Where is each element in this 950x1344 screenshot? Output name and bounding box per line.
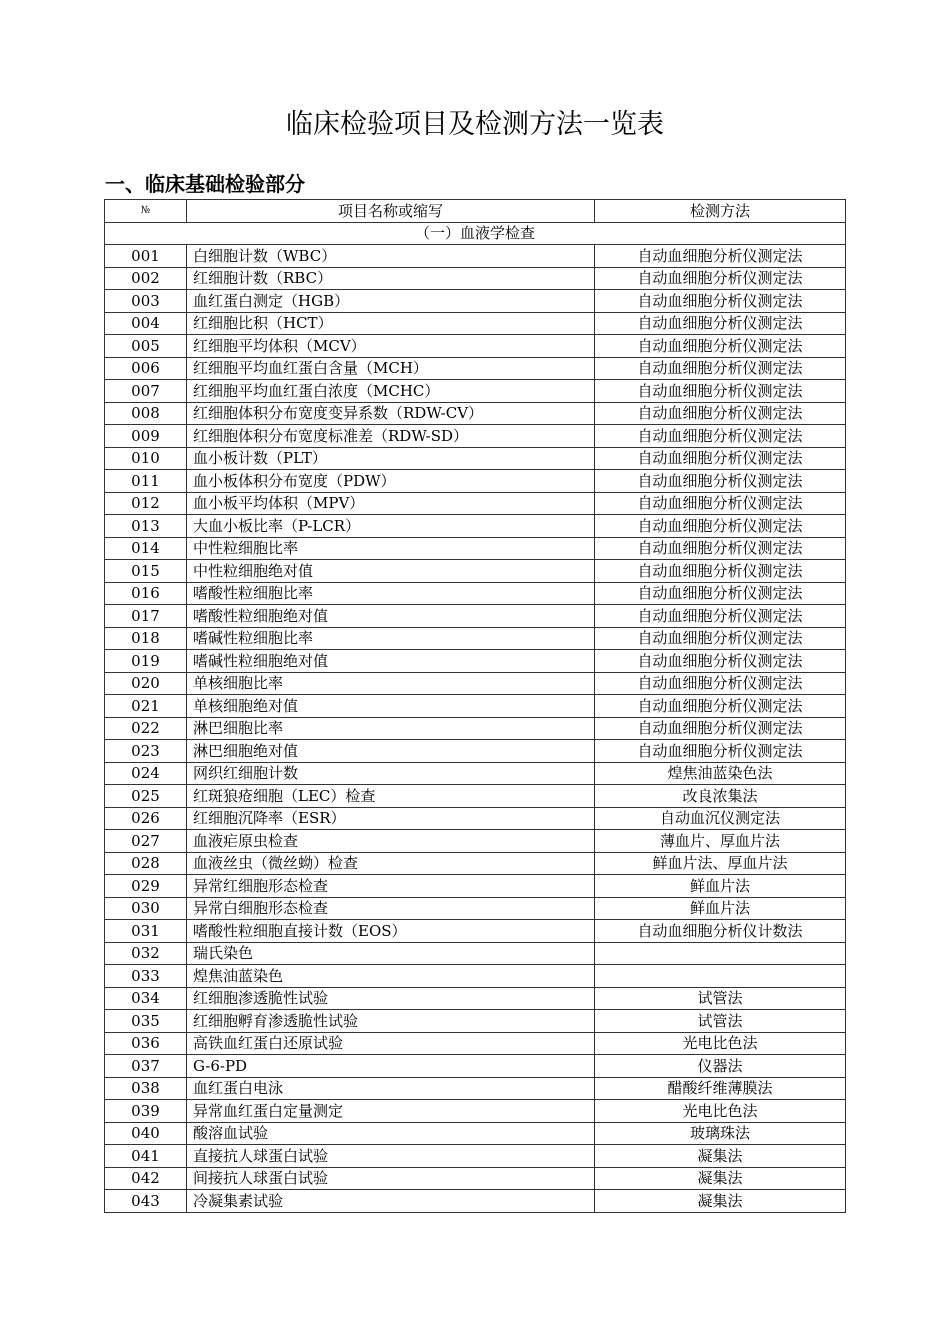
row-item-name: 嗜酸性粒细胞绝对值 [187, 605, 595, 628]
table-row [105, 852, 846, 875]
row-method: 自动血细胞分析仪测定法 [595, 447, 846, 470]
row-item-name: 大血小板比率（P-LCR） [187, 515, 595, 538]
row-item-name: 红细胞孵育渗透脆性试验 [187, 1010, 595, 1033]
row-number: 002 [105, 267, 187, 290]
row-number: 033 [105, 965, 187, 988]
row-item-name: 淋巴细胞比率 [187, 717, 595, 740]
row-item-name: 单核细胞比率 [187, 672, 595, 695]
row-number: 031 [105, 920, 187, 943]
row-number: 011 [105, 470, 187, 493]
row-number: 034 [105, 987, 187, 1010]
row-item-name: 中性粒细胞绝对值 [187, 560, 595, 583]
row-method: 自动血细胞分析仪测定法 [595, 402, 846, 425]
row-method: 自动血细胞分析仪测定法 [595, 605, 846, 628]
row-method: 仪器法 [595, 1055, 846, 1078]
row-item-name: 高铁血红蛋白还原试验 [187, 1032, 595, 1055]
row-item-name: 红细胞体积分布宽度标准差（RDW-SD） [187, 425, 595, 448]
row-method [595, 965, 846, 988]
group-label: （一）血液学检查 [105, 222, 846, 245]
row-number: 005 [105, 335, 187, 358]
row-method: 自动血细胞分析仪测定法 [595, 470, 846, 493]
row-item-name: 白细胞计数（WBC） [187, 245, 595, 268]
row-number: 016 [105, 582, 187, 605]
row-number: 014 [105, 537, 187, 560]
table-row [105, 1190, 846, 1213]
table-row [105, 762, 846, 785]
table-row [105, 717, 846, 740]
row-number: 024 [105, 762, 187, 785]
table-row [105, 380, 846, 403]
table-row [105, 1077, 846, 1100]
row-method: 自动血细胞分析仪测定法 [595, 312, 846, 335]
row-method: 光电比色法 [595, 1032, 846, 1055]
table-row [105, 335, 846, 358]
row-number: 038 [105, 1077, 187, 1100]
row-method: 自动血细胞分析仪测定法 [595, 672, 846, 695]
row-method: 试管法 [595, 1010, 846, 1033]
row-number: 009 [105, 425, 187, 448]
row-method: 自动血细胞分析仪测定法 [595, 650, 846, 673]
header-number: № [105, 200, 187, 223]
row-number: 028 [105, 852, 187, 875]
table-row [105, 920, 846, 943]
row-number: 023 [105, 740, 187, 763]
table-row [105, 1145, 846, 1168]
row-method: 自动血细胞分析仪测定法 [595, 335, 846, 358]
table-row [105, 695, 846, 718]
row-number: 007 [105, 380, 187, 403]
table-row [105, 1032, 846, 1055]
row-item-name: 血红蛋白测定（HGB） [187, 290, 595, 313]
row-method: 鲜血片法 [595, 875, 846, 898]
table-row [105, 830, 846, 853]
row-item-name: 冷凝集素试验 [187, 1190, 595, 1213]
table-row [105, 605, 846, 628]
row-method: 自动血细胞分析仪测定法 [595, 582, 846, 605]
table-row [105, 537, 846, 560]
table-row [105, 650, 846, 673]
row-number: 027 [105, 830, 187, 853]
row-method: 自动血细胞分析仪测定法 [595, 740, 846, 763]
row-number: 043 [105, 1190, 187, 1213]
row-item-name: 血液疟原虫检查 [187, 830, 595, 853]
header-method: 检测方法 [595, 200, 846, 223]
row-item-name: 中性粒细胞比率 [187, 537, 595, 560]
row-item-name: 嗜酸性粒细胞直接计数（EOS） [187, 920, 595, 943]
table-row [105, 470, 846, 493]
row-number: 030 [105, 897, 187, 920]
row-method: 自动血细胞分析仪测定法 [595, 267, 846, 290]
row-number: 041 [105, 1145, 187, 1168]
row-item-name: 红斑狼疮细胞（LEC）检查 [187, 785, 595, 808]
group-row [105, 222, 846, 245]
row-item-name: 异常红细胞形态检查 [187, 875, 595, 898]
table-row [105, 807, 846, 830]
row-number: 012 [105, 492, 187, 515]
row-item-name: 网织红细胞计数 [187, 762, 595, 785]
row-item-name: 红细胞平均血红蛋白含量（MCH） [187, 357, 595, 380]
table-row [105, 492, 846, 515]
row-number: 035 [105, 1010, 187, 1033]
row-method: 自动血细胞分析仪测定法 [595, 695, 846, 718]
row-item-name: 血液丝虫（微丝蚴）检查 [187, 852, 595, 875]
table-row [105, 672, 846, 695]
row-number: 004 [105, 312, 187, 335]
row-number: 013 [105, 515, 187, 538]
row-number: 006 [105, 357, 187, 380]
row-method [595, 942, 846, 965]
document-title: 临床检验项目及检测方法一览表 [286, 109, 664, 140]
row-method: 凝集法 [595, 1145, 846, 1168]
row-number: 039 [105, 1100, 187, 1123]
row-item-name: 红细胞计数（RBC） [187, 267, 595, 290]
row-item-name: 异常血红蛋白定量测定 [187, 1100, 595, 1123]
table-row [105, 1010, 846, 1033]
row-number: 010 [105, 447, 187, 470]
row-method: 自动血细胞分析仪测定法 [595, 380, 846, 403]
table-row [105, 897, 846, 920]
table-row [105, 1122, 846, 1145]
row-number: 040 [105, 1122, 187, 1145]
table-row [105, 312, 846, 335]
row-method: 自动血细胞分析仪测定法 [595, 717, 846, 740]
row-number: 018 [105, 627, 187, 650]
row-item-name: 红细胞体积分布宽度变异系数（RDW-CV） [187, 402, 595, 425]
row-item-name: 血小板计数（PLT） [187, 447, 595, 470]
row-method: 自动血细胞分析仪测定法 [595, 245, 846, 268]
row-number: 020 [105, 672, 187, 695]
row-number: 025 [105, 785, 187, 808]
table-row [105, 582, 846, 605]
row-method: 鲜血片法、厚血片法 [595, 852, 846, 875]
row-method: 自动血细胞分析仪测定法 [595, 357, 846, 380]
row-method: 光电比色法 [595, 1100, 846, 1123]
header-item-name: 项目名称或缩写 [187, 200, 595, 223]
row-number: 026 [105, 807, 187, 830]
row-item-name: 淋巴细胞绝对值 [187, 740, 595, 763]
table-row [105, 942, 846, 965]
table-row [105, 740, 846, 763]
row-number: 001 [105, 245, 187, 268]
table-row [105, 447, 846, 470]
row-method: 改良浓集法 [595, 785, 846, 808]
row-method: 玻璃珠法 [595, 1122, 846, 1145]
row-method: 自动血细胞分析仪测定法 [595, 290, 846, 313]
table-row [105, 357, 846, 380]
test-items-table [104, 199, 846, 1213]
row-method: 自动血细胞分析仪测定法 [595, 560, 846, 583]
row-method: 自动血细胞分析仪计数法 [595, 920, 846, 943]
row-item-name: 红细胞平均血红蛋白浓度（MCHC） [187, 380, 595, 403]
row-method: 自动血细胞分析仪测定法 [595, 537, 846, 560]
row-number: 019 [105, 650, 187, 673]
row-item-name: 红细胞比积（HCT） [187, 312, 595, 335]
row-item-name: 血小板平均体积（MPV） [187, 492, 595, 515]
row-item-name: G-6-PD [187, 1055, 595, 1078]
table-row [105, 245, 846, 268]
row-method: 自动血沉仪测定法 [595, 807, 846, 830]
row-number: 032 [105, 942, 187, 965]
section-heading: 一、临床基础检验部分 [105, 172, 305, 196]
row-item-name: 嗜碱性粒细胞绝对值 [187, 650, 595, 673]
row-method: 自动血细胞分析仪测定法 [595, 627, 846, 650]
row-item-name: 单核细胞绝对值 [187, 695, 595, 718]
table-row [105, 425, 846, 448]
table-row [105, 965, 846, 988]
row-method: 凝集法 [595, 1167, 846, 1190]
row-method: 醋酸纤维薄膜法 [595, 1077, 846, 1100]
row-method: 凝集法 [595, 1190, 846, 1213]
row-item-name: 红细胞平均体积（MCV） [187, 335, 595, 358]
table-row [105, 402, 846, 425]
table-row [105, 627, 846, 650]
row-method: 鲜血片法 [595, 897, 846, 920]
table-row [105, 987, 846, 1010]
row-number: 017 [105, 605, 187, 628]
table-row [105, 875, 846, 898]
row-method: 自动血细胞分析仪测定法 [595, 425, 846, 448]
row-number: 021 [105, 695, 187, 718]
table-row [105, 1055, 846, 1078]
row-item-name: 异常白细胞形态检查 [187, 897, 595, 920]
row-item-name: 瑞氏染色 [187, 942, 595, 965]
row-number: 029 [105, 875, 187, 898]
row-number: 003 [105, 290, 187, 313]
row-item-name: 红细胞渗透脆性试验 [187, 987, 595, 1010]
row-number: 015 [105, 560, 187, 583]
row-item-name: 煌焦油蓝染色 [187, 965, 595, 988]
row-item-name: 直接抗人球蛋白试验 [187, 1145, 595, 1168]
row-number: 008 [105, 402, 187, 425]
table-row [105, 267, 846, 290]
row-item-name: 血红蛋白电泳 [187, 1077, 595, 1100]
table-row [105, 560, 846, 583]
row-item-name: 嗜碱性粒细胞比率 [187, 627, 595, 650]
row-method: 煌焦油蓝染色法 [595, 762, 846, 785]
table-row [105, 1167, 846, 1190]
row-number: 042 [105, 1167, 187, 1190]
row-method: 薄血片、厚血片法 [595, 830, 846, 853]
table-row [105, 515, 846, 538]
row-number: 036 [105, 1032, 187, 1055]
row-number: 037 [105, 1055, 187, 1078]
row-method: 自动血细胞分析仪测定法 [595, 515, 846, 538]
row-method: 试管法 [595, 987, 846, 1010]
row-number: 022 [105, 717, 187, 740]
table-header-row [105, 200, 846, 223]
table-row [105, 785, 846, 808]
row-item-name: 血小板体积分布宽度（PDW） [187, 470, 595, 493]
row-item-name: 间接抗人球蛋白试验 [187, 1167, 595, 1190]
row-method: 自动血细胞分析仪测定法 [595, 492, 846, 515]
table-row [105, 290, 846, 313]
row-item-name: 嗜酸性粒细胞比率 [187, 582, 595, 605]
table-row [105, 1100, 846, 1123]
row-item-name: 红细胞沉降率（ESR） [187, 807, 595, 830]
row-item-name: 酸溶血试验 [187, 1122, 595, 1145]
